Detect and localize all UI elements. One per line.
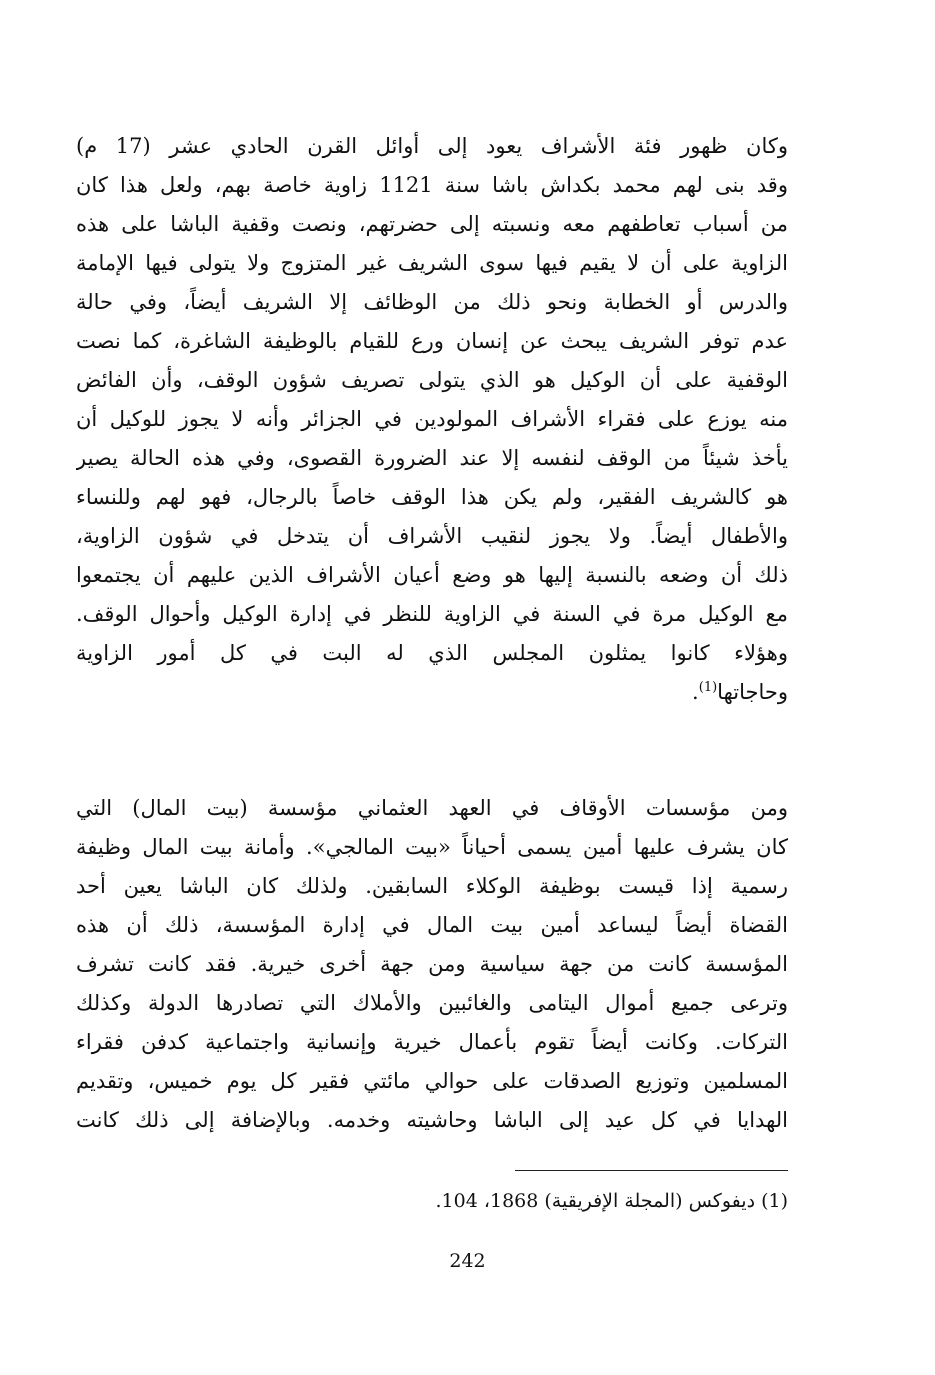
paragraph-1 xyxy=(76,127,788,712)
footnote: (1) ديفوكس (المجلة الإفريقية) 1868، 104. xyxy=(435,1190,788,1212)
paragraph-1-line: ذلك أن وضعه بالنسبة إليها هو وضع أعيان الأشراف الذين عليهم أن يجتمعوا xyxy=(76,563,788,587)
paragraph-1-line: والأطفال أيضاً. ولا يجوز لنقيب الأشراف أن يتدخل في شؤون الزاوية، xyxy=(76,524,788,548)
paragraph-1-line: هو كالشريف الفقير، ولم يكن هذا الوقف خاصاً بالرجال، فهو لهم وللنساء xyxy=(76,485,788,509)
paragraph-1-last-words: وحاجاتها xyxy=(717,680,788,704)
paragraph-1-line: الزاوية على أن لا يقيم فيها سوى الشريف غير المتزوج ولا يتولى فيها الإمامة xyxy=(76,251,788,275)
paragraph-2-line: الهدايا في كل عيد إلى الباشا وحاشيته وخدمه. وبالإضافة إلى ذلك كانت xyxy=(76,1108,788,1132)
paragraph-2-line: المسلمين وتوزيع الصدقات على حوالي مائتي فقير كل يوم خميس، وتقديم xyxy=(76,1069,788,1093)
paragraph-1-line: وقد بنى لهم محمد بكداش باشا سنة 1121 زاوية خاصة بهم، ولعل هذا كان xyxy=(76,173,788,197)
paragraph-2-line: المؤسسة كانت من جهة سياسية ومن جهة أخرى خيرية. فقد كانت تشرف xyxy=(76,952,788,976)
paragraph-2-line: ومن مؤسسات الأوقاف في العهد العثماني مؤسسة (بيت المال) التي xyxy=(76,796,788,820)
paragraph-1-line: من أسباب تعاطفهم معه ونسبته إلى حضرتهم، ونصت وقفية الباشا على هذه xyxy=(76,212,788,236)
paragraph-2-line: القضاة أيضاً ليساعد أمين بيت المال في إدارة المؤسسة، ذلك أن هذه xyxy=(76,913,788,937)
paragraph-1-end-mark: . xyxy=(692,680,699,704)
paragraph-1-line: الوقفية على أن الوكيل هو الذي يتولى تصريف شؤون الوقف، وأن الفائض xyxy=(76,368,788,392)
paragraph-1-line: عدم توفر الشريف يبحث عن إنسان ورع للقيام بالوظيفة الشاغرة، كما نصت xyxy=(76,329,788,353)
paragraph-1-line: وكان ظهور فئة الأشراف يعود إلى أوائل القرن الحادي عشر (17 م) xyxy=(76,134,788,158)
paragraph-1-line: والدرس أو الخطابة ونحو ذلك من الوظائف إلا الشريف أيضاً، وفي حالة xyxy=(76,290,788,314)
paragraph-2 xyxy=(76,789,788,1140)
paragraph-1-line: منه يوزع على فقراء الأشراف المولودين في الجزائر وأنه لا يجوز للوكيل أن xyxy=(76,407,788,431)
paragraph-2-line: وترعى جميع أموال اليتامى والغائبين والأملاك التي تصادرها الدولة وكذلك xyxy=(76,991,788,1015)
paragraph-1-line: يأخذ شيئاً من الوقف لنفسه إلا عند الضرورة القصوى، وفي هذه الحالة يصير xyxy=(76,446,788,470)
paragraph-1-last-line xyxy=(76,673,788,712)
paragraph-2-line: التركات. وكانت أيضاً تقوم بأعمال خيرية وإنسانية واجتماعية كدفن فقراء xyxy=(76,1030,788,1054)
paragraph-2-line: كان يشرف عليها أمين يسمى أحياناً «بيت المالجي». وأمانة بيت المال وظيفة xyxy=(76,835,788,859)
paragraph-1-line: وهؤلاء كانوا يمثلون المجلس الذي له البت في كل أمور الزاوية xyxy=(76,641,788,665)
page-number: 242 xyxy=(449,1250,486,1272)
footnote-separator xyxy=(515,1170,788,1171)
paragraph-1-line: مع الوكيل مرة في السنة في الزاوية للنظر في إدارة الوكيل وأحوال الوقف. xyxy=(76,602,788,626)
paragraph-2-line: رسمية إذا قيست بوظيفة الوكلاء السابقين. ولذلك كان الباشا يعين أحد xyxy=(76,874,788,898)
footnote-reference: (1) xyxy=(698,680,718,695)
